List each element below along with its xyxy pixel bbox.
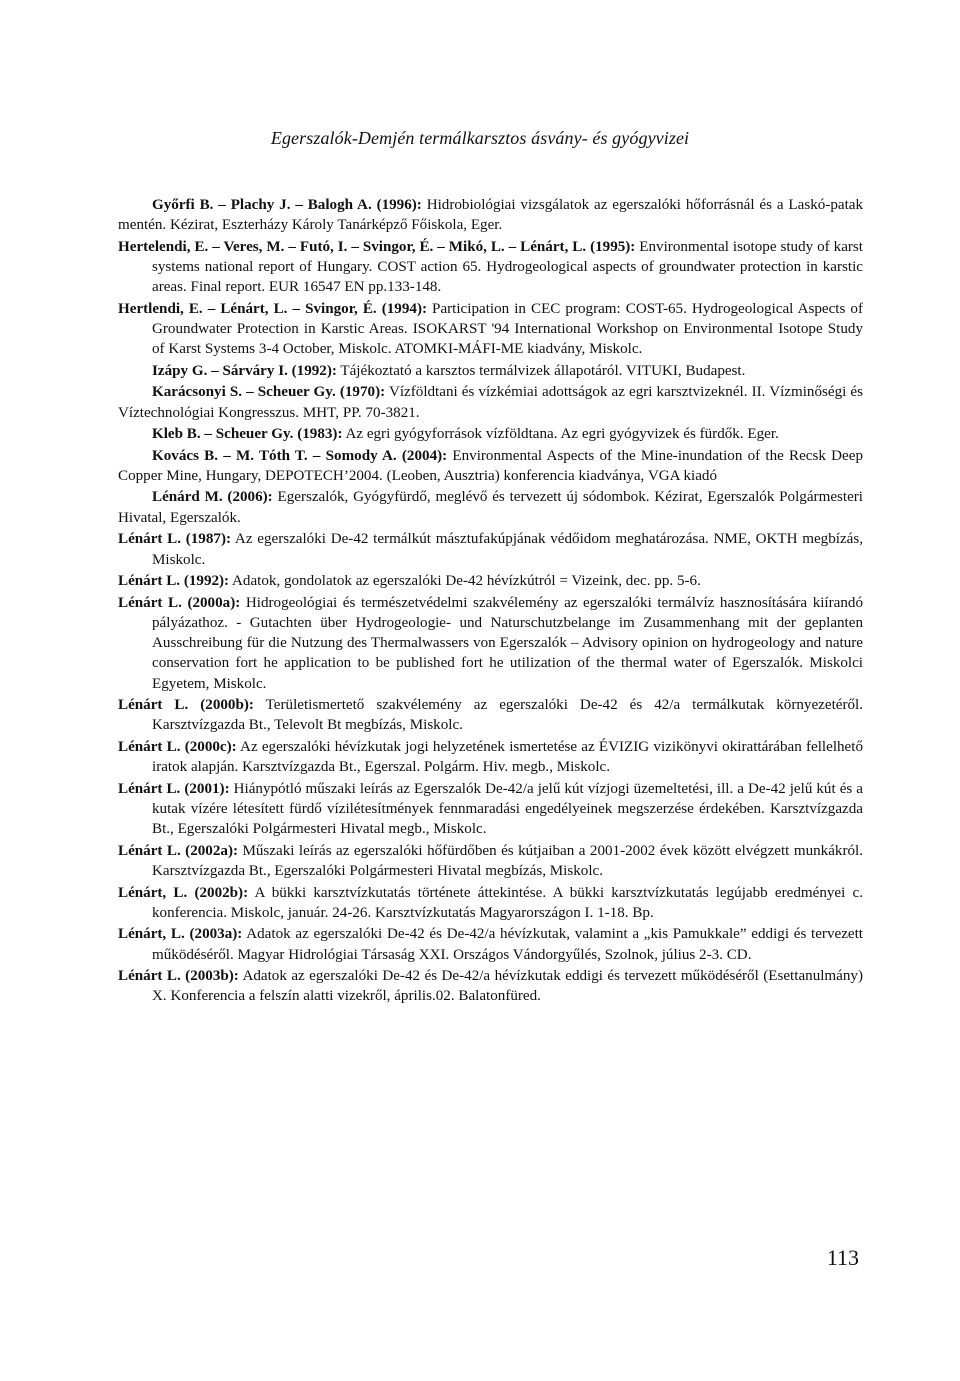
reference-entry <box>118 571 863 591</box>
running-header: Egerszalók-Demjén termálkarsztos ásvány- és gyógyvizei <box>270 128 690 148</box>
reference-text: Adatok, gondolatok az egerszalóki De-42 hévízkútról = Vizeink, dec. pp. 5-6. <box>229 573 701 590</box>
reference-entry <box>118 382 863 423</box>
reference-text: Területismertető szakvélemény az egerszalóki De-42 és 42/a termálkutak környezetéről. Karsztvízgazda Bt., Televolt Bt megbízás, Miskolc. <box>152 697 863 734</box>
page-number: 113 <box>826 1245 859 1270</box>
reference-text: A bükki karsztvízkutatás története áttekintése. A bükki karsztvízkutatás legújabb eredményei c. konferencia. Miskolc, január. 24-26. Karsztvízkutatás Magyarországon I. 1-18. Bp. <box>152 884 863 921</box>
reference-text: Environmental Aspects of the Mine-inundation of the Recsk Deep Copper Mine, Hungary, DEPOTECH’2004. (Leoben, Ausztria) konferencia kiadványa, VGA kiadó <box>118 447 863 484</box>
reference-text: Adatok az egerszalóki De-42 és De-42/a hévízkutak, valamint a „kis Pamukkale” eddigi és tervezett működéséről. Magyar Hidrológiai Társaság XXI. Országos Vándorgyűlés, Szolnok, július 2-3. CD. <box>152 926 863 963</box>
reference-author: Lénárt L. (2001): <box>118 780 230 797</box>
reference-author: Karácsonyi S. – Scheuer Gy. (1970): <box>152 384 386 401</box>
reference-list <box>118 195 863 1008</box>
reference-author: Kleb B. – Scheuer Gy. (1983): <box>152 426 343 443</box>
reference-entry <box>118 779 863 840</box>
reference-entry <box>118 737 863 778</box>
reference-text: Az egri gyógyforrások vízföldtana. Az egri gyógyvizek és fürdők. Eger. <box>342 426 779 443</box>
reference-author: Lénárt L. (2000b): <box>118 697 254 714</box>
reference-entry <box>118 299 863 360</box>
reference-text: Hidrogeológiai és természetvédelmi szakvélemény az egerszalóki termálvíz hasznosítására kiírandó pályázathoz. - Gutachten über Hydrogeologie- und Naturschutzbelange im Zusammenhang mit der geplanten Ausschreibung für die Nutzung des Thermalwassers von Egerszalók – Advisory opinion on hydrogeology and nature conservation fort he application to be published fort he utilization of the thermal water of Egerszalók. Miskolci Egyetem, Miskolc. <box>152 594 863 692</box>
reference-author: Lénárt, L. (2003a): <box>118 926 243 943</box>
reference-entry <box>118 695 863 736</box>
reference-entry <box>118 593 863 694</box>
reference-text: Adatok az egerszalóki De-42 és De-42/a hévízkutak eddigi és tervezett működéséről (Esettanulmány) X. Konferencia a felszín alatti vizekről, április.02. Balatonfüred. <box>152 968 863 1005</box>
reference-author: Lénárt L. (2000c): <box>118 738 237 755</box>
reference-entry <box>118 361 863 381</box>
reference-entry <box>118 446 863 487</box>
reference-author: Lénárt L. (2003b): <box>118 968 239 985</box>
reference-entry <box>118 487 863 528</box>
reference-entry <box>118 924 863 965</box>
reference-text: Environmental isotope study of karst systems national report of Hungary. COST action 65. Hydrogeological aspects of groundwater protection in karstic areas. Final report. EUR 16547 EN pp.133-148. <box>152 238 863 296</box>
reference-text: Participation in CEC program: COST-65. Hydrogeological Aspects of Groundwater Protection in Karstic Areas. ISOKARST '94 International Workshop on Environmental Isotope Study of Karst Systems 3-4 October, Miskolc. ATOMKI-MÁFI-ME kiadvány, Miskolc. <box>152 300 863 358</box>
reference-text: Tájékoztató a karsztos termálvizek állapotáról. VITUKI, Budapest. <box>336 362 746 379</box>
reference-entry <box>118 966 863 1007</box>
reference-text: Az egerszalóki hévízkutak jogi helyzetének ismertetése az ÉVIZIG vizikönyvi okirattárában fellelhető iratok alapján. Karsztvízgazda Bt., Egerszal. Polgárm. Hiv. megb., Miskolc. <box>152 738 863 776</box>
reference-entry <box>118 195 863 236</box>
reference-author: Hertelendi, E. – Veres, M. – Futó, I. – Svingor, É. – Mikó, L. – Lénárt, L. (1995): <box>118 238 636 255</box>
reference-author: Lénárd M. (2006): <box>152 489 273 506</box>
reference-author: Kovács B. – M. Tóth T. – Somody A. (2004): <box>152 447 448 464</box>
reference-text: Műszaki leírás az egerszalóki hőfürdőben és kútjaiban a 2001-2002 évek között elvégzett munkákról. Karsztvízgazda Bt., Egerszalóki Polgármesteri Hivatal megbízás, Miskolc. <box>152 842 863 880</box>
reference-entry <box>118 529 863 570</box>
reference-text: Egerszalók, Gyógyfürdő, meglévő és tervezett új sódombok. Kézirat, Egerszalók Polgármesteri Hivatal, Egerszalók. <box>118 489 864 526</box>
reference-author: Lénárt L. (2000a): <box>118 594 241 611</box>
reference-author: Lénárt L. (1992): <box>118 573 230 590</box>
reference-entry <box>118 424 863 444</box>
reference-author: Győrfi B. – Plachy J. – Balogh A. (1996): <box>152 197 422 213</box>
reference-author: Lénárt L. (1987): <box>118 531 232 548</box>
reference-entry <box>118 237 863 298</box>
reference-entry <box>118 883 863 924</box>
reference-author: Lénárt L. (2002a): <box>118 842 238 859</box>
reference-text: Hidrobiológiai vizsgálatok az egerszalóki hőforrásnál és a Laskó-patak mentén. Kézirat, Eszterházy Károly Tanárképző Főiskola, Eger. <box>118 197 864 234</box>
reference-author: Hertlendi, E. – Lénárt, L. – Svingor, É. (1994): <box>118 300 427 317</box>
reference-text: Hiánypótló műszaki leírás az Egerszalók De-42/a jelű kút vízjogi üzemeltetési, ill. a De-42 jelű kút és a kutak vízére létesített fürdő vízilétesítmények fennmaradási engedélyeinek megszerzése érdekében. Karsztvízgazda Bt., Egerszalóki Polgármesteri Hivatal megb., Miskolc. <box>152 780 863 838</box>
reference-text: Vízföldtani és vízkémiai adottságok az egri karsztvizeknél. II. Vízminőségi és Víztechnológiai Kongresszus. MHT, PP. 70-3821. <box>118 384 864 421</box>
reference-entry <box>118 841 863 882</box>
reference-text: Az egerszalóki De-42 termálkút másztufakúpjának védőidom meghatározása. NME, OKTH megbízás, Miskolc. <box>152 531 863 568</box>
reference-author: Lénárt, L. (2002b): <box>118 884 249 901</box>
reference-author: Izápy G. – Sárváry I. (1992): <box>152 362 337 379</box>
